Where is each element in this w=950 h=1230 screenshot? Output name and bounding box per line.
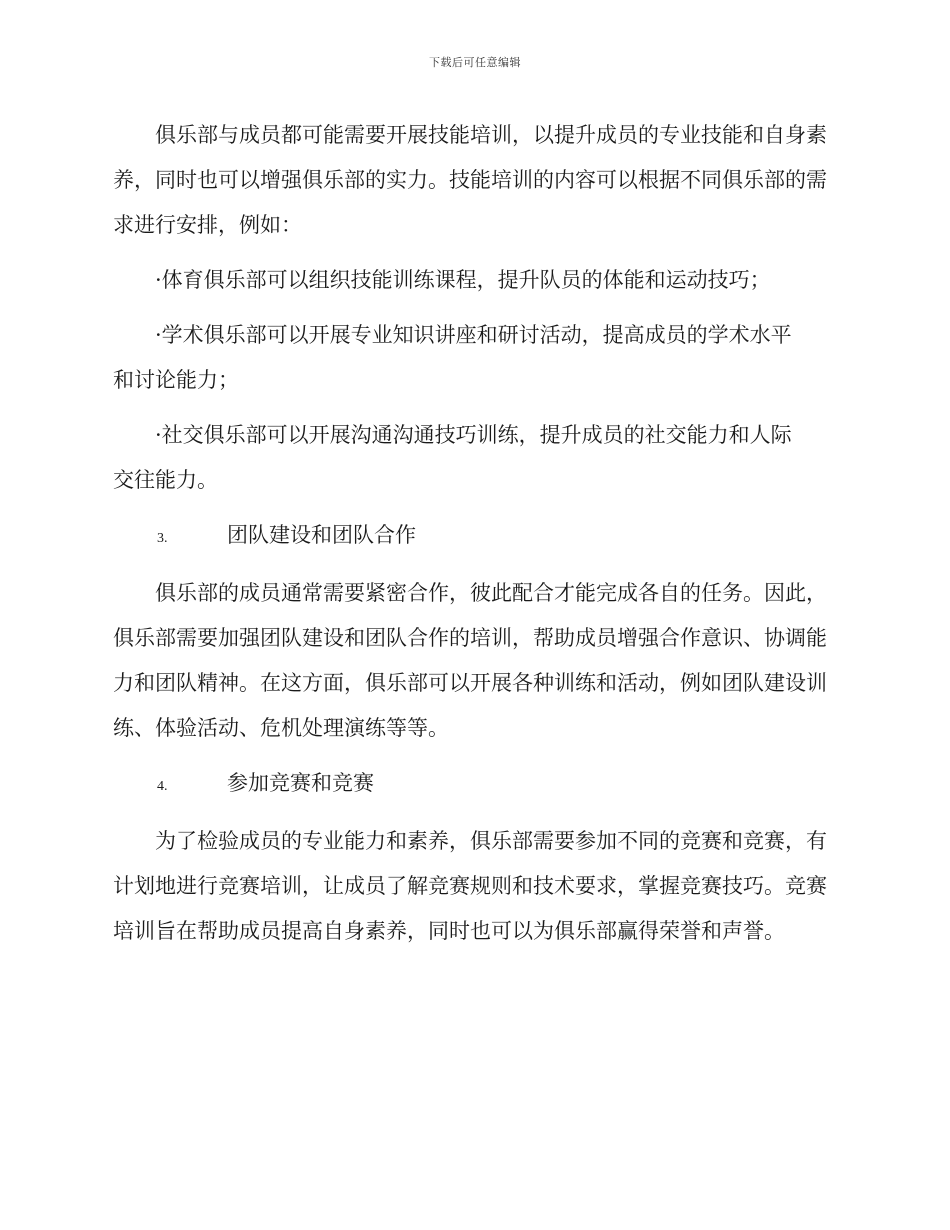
section-title-3: 团队建设和团队合作 <box>227 523 416 547</box>
bullet-social-line2: 交往能力。 <box>113 468 218 492</box>
section-number-4: 4. <box>157 779 168 794</box>
bullet-sports-club: ·体育俱乐部可以组织技能训练课程，提升队员的体能和运动技巧； <box>155 268 771 292</box>
bullet-academic-line2: 和讨论能力； <box>113 368 239 392</box>
page-header: 下载后可任意编辑 <box>429 56 521 69</box>
bullet-academic-line1: ·学术俱乐部可以开展专业知识讲座和研讨活动，提高成员的学术水平 <box>155 323 792 347</box>
bullet-academic-club <box>113 313 831 403</box>
section-heading-3 <box>113 513 831 561</box>
paragraph-skill-training: 俱乐部与成员都可能需要开展技能培训，以提升成员的专业技能和自身素养，同时也可以增强俱乐部的实力。技能培训的内容可以根据不同俱乐部的需求进行安排，例如： <box>113 123 827 237</box>
document-body <box>113 113 831 964</box>
paragraph-competition: 为了检验成员的专业能力和素养，俱乐部需要参加不同的竞赛和竞赛，有计划地进行竞赛培训，让成员了解竞赛规则和技术要求，掌握竞赛技巧。竞赛培训旨在帮助成员提高自身素养，同时也可以为俱乐部赢得荣誉和声誉。 <box>113 829 827 943</box>
bullet-social-club <box>113 413 831 503</box>
section-title-4: 参加竞赛和竞赛 <box>227 771 374 795</box>
section-number-3: 3. <box>157 531 168 546</box>
bullet-social-line1: ·社交俱乐部可以开展沟通沟通技巧训练，提升成员的社交能力和人际 <box>155 423 792 447</box>
paragraph-teamwork: 俱乐部的成员通常需要紧密合作，彼此配合才能完成各自的任务。因此，俱乐部需要加强团队建设和团队合作的培训，帮助成员增强合作意识、协调能力和团队精神。在这方面，俱乐部可以开展各种训练和活动，例如团队建设训练、体验活动、危机处理演练等等。 <box>113 581 827 740</box>
section-heading-4 <box>113 761 831 809</box>
